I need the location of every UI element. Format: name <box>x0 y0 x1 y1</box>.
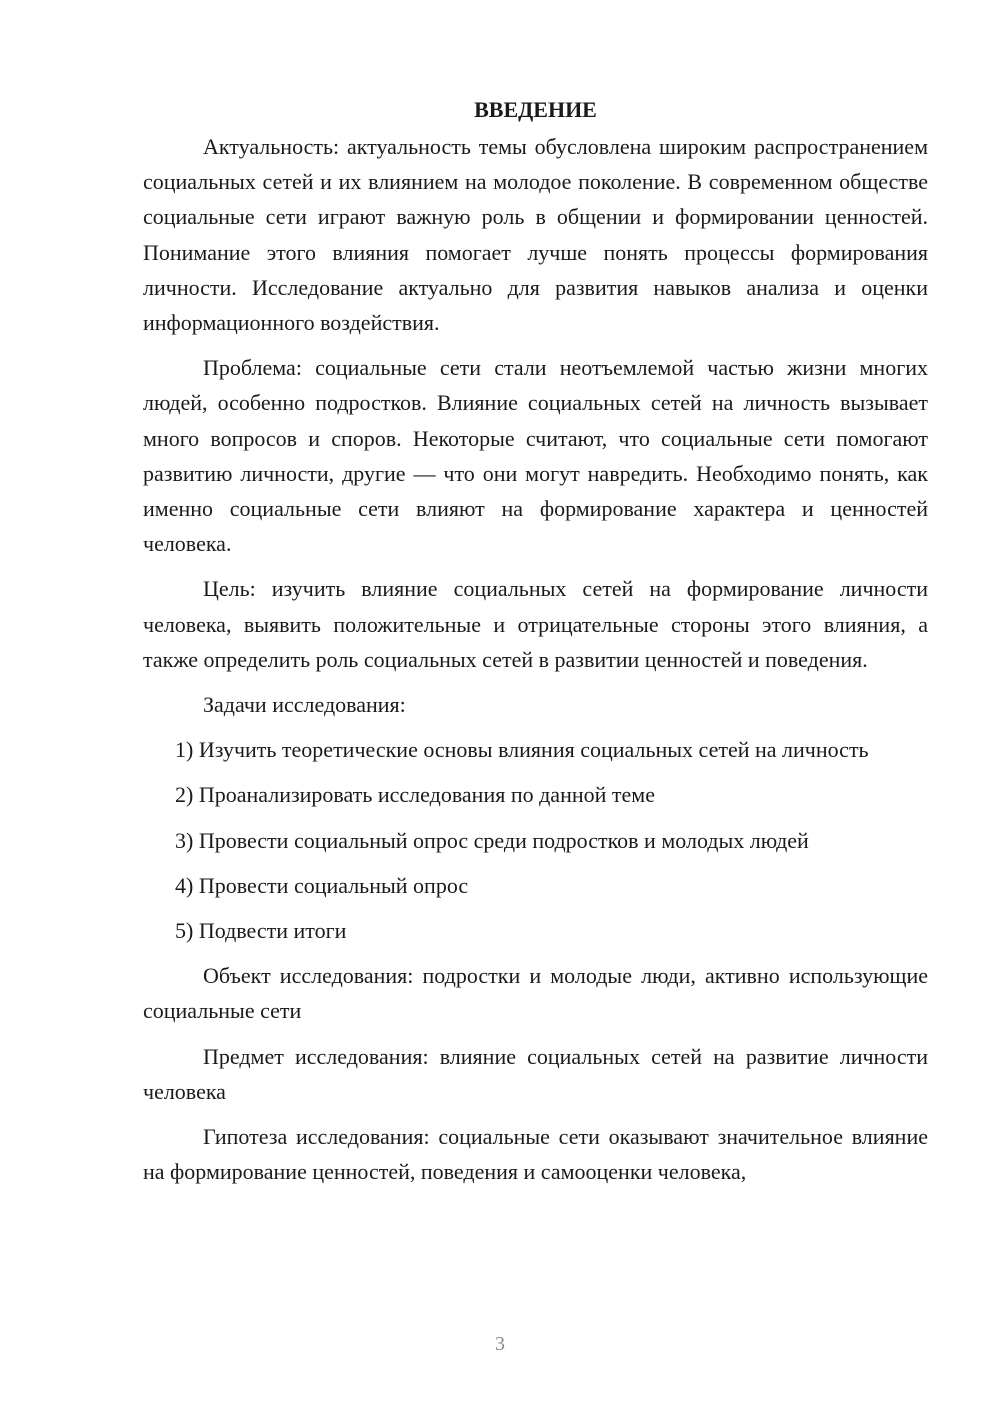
page-number: 3 <box>495 1333 505 1355</box>
tasks-heading: Задачи исследования: <box>203 692 406 718</box>
task-item-3: 3) Провести социальный опрос среди подростков и молодых людей <box>175 827 809 853</box>
hypothesis-paragraph: Гипотеза исследования: социальные сети оказывают значительное влияние на формирование ценностей, поведения и самооценки человека, <box>143 1124 928 1185</box>
subject-paragraph: Предмет исследования: влияние социальных сетей на развитие личности человека <box>143 1043 928 1104</box>
task-item-2: 2) Проанализировать исследования по данной теме <box>175 782 655 808</box>
problem-paragraph: Проблема: социальные сети стали неотъемлемой частью жизни многих людей, особенно подростков. Влияние социальных сетей на личность вызывает много вопросов и споров. Некоторые считают, что социальные сети помогают развитию личности, другие — что они могут навредить. Необходимо понять, как именно социальные сети влияют на формирование характера и ценностей человека. <box>143 355 928 557</box>
relevance-paragraph: Актуальность: актуальность темы обусловлена широким распространением социальных сетей и их влиянием на молодое поколение. В современном обществе социальные сети играют важную роль в общении и формировании ценностей. Понимание этого влияния помогает лучше понять процессы формирования личности. Исследование актуально для развития навыков анализа и оценки информационного воздействия. <box>143 134 928 336</box>
object-paragraph: Объект исследования: подростки и молодые люди, активно использующие социальные сети <box>143 963 928 1024</box>
task-item-1: 1) Изучить теоретические основы влияния социальных сетей на личность <box>175 737 869 763</box>
task-item-4: 4) Провести социальный опрос <box>175 872 469 898</box>
goal-paragraph: Цель: изучить влияние социальных сетей на формирование личности человека, выявить положительные и отрицательные стороны этого влияния, а также определить роль социальных сетей в развитии ценностей и поведения. <box>143 576 928 672</box>
task-item-5: 5) Подвести итоги <box>175 918 347 944</box>
section-title: ВВЕДЕНИЕ <box>474 97 597 122</box>
page-content <box>143 92 928 1199</box>
